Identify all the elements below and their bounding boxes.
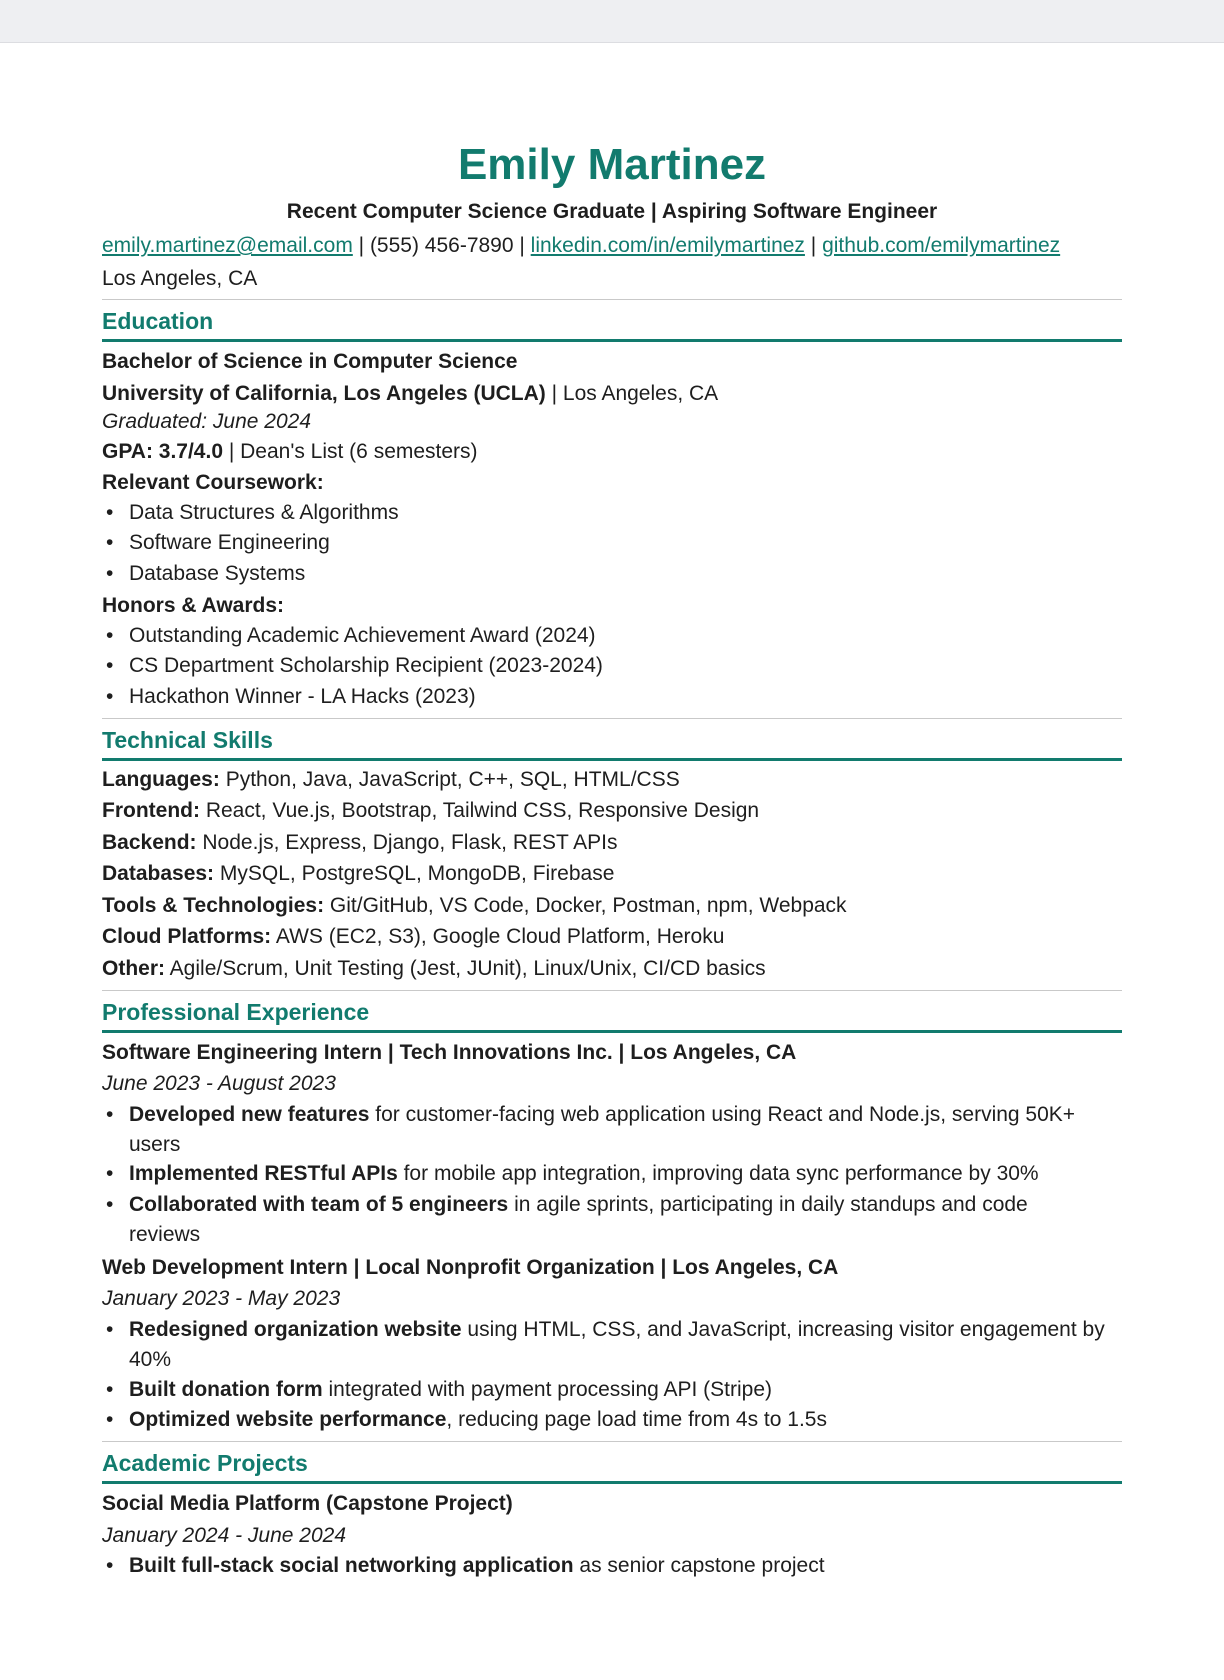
section-divider xyxy=(102,990,1122,991)
deans-list: | Dean's List (6 semesters) xyxy=(223,440,478,463)
list-item: • Software Engineering xyxy=(102,528,1122,558)
contact-separator: | xyxy=(513,234,531,257)
skills-section-title: Technical Skills xyxy=(102,727,273,753)
phone-number: (555) 456-7890 xyxy=(369,234,514,257)
bullet-icon: • xyxy=(106,562,114,585)
bullet-icon: • xyxy=(106,1103,114,1126)
bullet-icon: • xyxy=(106,654,114,677)
bullet-icon: • xyxy=(106,1162,114,1185)
skill-row: Other: Agile/Scrum, Unit Testing (Jest, JUnit), Linux/Unix, CI/CD basics xyxy=(102,957,766,980)
projects-section-title: Academic Projects xyxy=(102,1450,308,1476)
linkedin-link[interactable]: linkedin.com/in/emilymartinez xyxy=(530,234,805,257)
degree: Bachelor of Science in Computer Science xyxy=(102,350,518,373)
list-item: • Developed new features for customer-facing web application using React and Node.js, serving 50K+ users xyxy=(102,1100,1122,1160)
bullet-icon: • xyxy=(106,1554,114,1577)
list-item: • Implemented RESTful APIs for mobile app integration, improving data sync performance by 30% xyxy=(102,1159,1122,1189)
bullet-icon: • xyxy=(106,624,114,647)
headline: Recent Computer Science Graduate | Aspiring Software Engineer xyxy=(286,200,938,223)
contact-separator: | xyxy=(352,234,370,257)
bullet-icon: • xyxy=(106,1408,114,1431)
school-location: | Los Angeles, CA xyxy=(545,382,719,405)
skill-row: Databases: MySQL, PostgreSQL, MongoDB, Firebase xyxy=(102,862,615,885)
bullet-icon: • xyxy=(106,501,114,524)
skill-row: Frontend: React, Vue.js, Bootstrap, Tailwind CSS, Responsive Design xyxy=(102,799,760,822)
projects-title-rule xyxy=(102,1481,1122,1484)
skill-row: Cloud Platforms: AWS (EC2, S3), Google Cloud Platform, Heroku xyxy=(102,925,725,948)
project-heading: Social Media Platform (Capstone Project) xyxy=(102,1492,513,1515)
contact-separator: | xyxy=(804,234,823,257)
resume-page xyxy=(0,42,1224,1680)
school-line xyxy=(102,381,718,407)
section-divider xyxy=(102,718,1122,719)
bullet-icon: • xyxy=(106,531,114,554)
skill-row: Tools & Technologies: Git/GitHub, VS Code, Docker, Postman, npm, Webpack xyxy=(102,894,847,917)
education-section-title: Education xyxy=(102,308,214,334)
graduation-date: Graduated: June 2024 xyxy=(102,410,311,433)
gpa-line xyxy=(102,439,478,465)
job-dates: June 2023 - August 2023 xyxy=(102,1072,336,1095)
job-dates: January 2023 - May 2023 xyxy=(102,1287,341,1310)
bullet-icon: • xyxy=(106,1318,114,1341)
experience-section-title: Professional Experience xyxy=(102,999,370,1025)
bullet-icon: • xyxy=(106,1193,114,1216)
header-divider xyxy=(102,299,1122,300)
list-item: • Built donation form integrated with payment processing API (Stripe) xyxy=(102,1375,1122,1405)
section-divider xyxy=(102,1441,1122,1442)
list-item: • Optimized website performance, reducing page load time from 4s to 1.5s xyxy=(102,1405,1122,1435)
list-item: • Outstanding Academic Achievement Award (2024) xyxy=(102,621,1122,651)
contact-line xyxy=(102,233,1122,259)
bullet-icon: • xyxy=(106,685,114,708)
list-item: • Built full-stack social networking application as senior capstone project xyxy=(102,1551,1122,1581)
education-title-rule xyxy=(102,339,1122,342)
candidate-name: Emily Martinez xyxy=(457,140,767,189)
bullet-icon: • xyxy=(106,1378,114,1401)
school-name: University of California, Los Angeles (UCLA) xyxy=(102,382,546,405)
skills-title-rule xyxy=(102,758,1122,761)
list-item: • Collaborated with team of 5 engineers in agile sprints, participating in daily standups and code reviews xyxy=(102,1190,1122,1250)
job-heading: Web Development Intern | Local Nonprofit Organization | Los Angeles, CA xyxy=(102,1256,839,1279)
list-item: • Data Structures & Algorithms xyxy=(102,498,1122,528)
project-dates: January 2024 - June 2024 xyxy=(102,1524,347,1547)
experience-title-rule xyxy=(102,1030,1122,1033)
list-item: • Hackathon Winner - LA Hacks (2023) xyxy=(102,682,1122,712)
list-item: • CS Department Scholarship Recipient (2023-2024) xyxy=(102,651,1122,681)
list-item: • Database Systems xyxy=(102,559,1122,589)
gpa: GPA: 3.7/4.0 xyxy=(102,440,223,463)
github-link[interactable]: github.com/emilymartinez xyxy=(822,234,1061,257)
location: Los Angeles, CA xyxy=(102,267,258,290)
coursework-label: Relevant Coursework: xyxy=(102,471,324,494)
email-link[interactable]: emily.martinez@email.com xyxy=(102,234,353,257)
honors-label: Honors & Awards: xyxy=(102,594,285,617)
skill-row: Languages: Python, Java, JavaScript, C++, SQL, HTML/CSS xyxy=(102,768,680,791)
job-heading: Software Engineering Intern | Tech Innovations Inc. | Los Angeles, CA xyxy=(102,1041,797,1064)
skill-row: Backend: Node.js, Express, Django, Flask, REST APIs xyxy=(102,831,618,854)
list-item: • Redesigned organization website using HTML, CSS, and JavaScript, increasing visitor engagement by 40% xyxy=(102,1315,1122,1375)
